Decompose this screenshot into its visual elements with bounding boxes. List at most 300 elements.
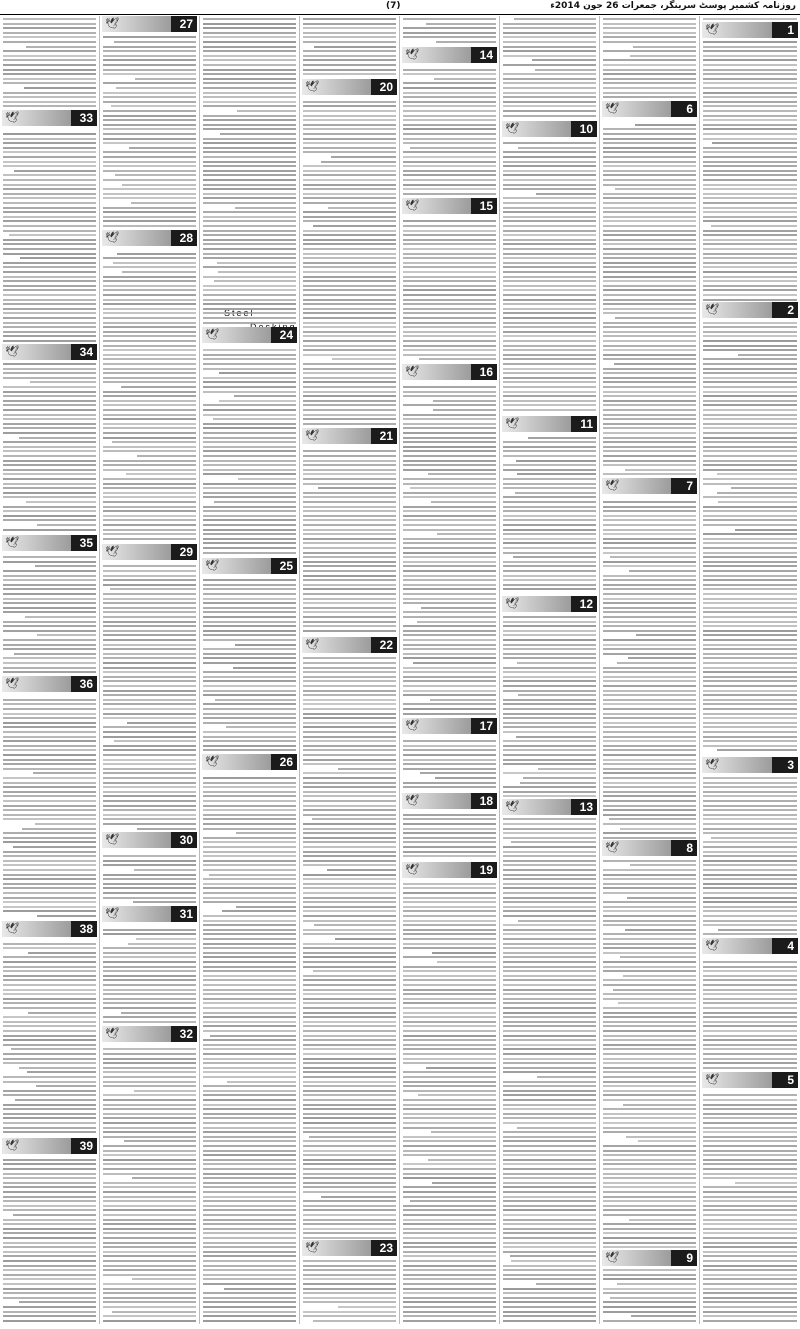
text-line (203, 782, 296, 784)
text-line (403, 740, 496, 742)
text-line (403, 1030, 496, 1032)
text-line (403, 101, 496, 103)
text-line (503, 188, 596, 190)
text-line (430, 699, 496, 701)
text-line (303, 18, 396, 20)
text-line (437, 961, 496, 963)
text-line (610, 1297, 696, 1299)
text-line (203, 1191, 296, 1193)
text-line (703, 1297, 797, 1299)
text-line (303, 1159, 396, 1161)
text-line (121, 1012, 196, 1014)
text-line (103, 998, 196, 1000)
text-line (3, 1219, 96, 1221)
text-line (3, 998, 96, 1000)
text-line (303, 1090, 396, 1092)
text-line (711, 837, 797, 839)
section-header (502, 799, 597, 815)
text-line (503, 1209, 596, 1211)
text-line (703, 1173, 797, 1175)
text-line (303, 317, 396, 319)
text-line (503, 312, 596, 314)
text-line (503, 1223, 596, 1225)
text-line (3, 869, 96, 871)
text-line (517, 473, 596, 475)
text-line (403, 989, 496, 991)
text-line (203, 179, 296, 181)
text-line (203, 41, 296, 43)
text-line (703, 1278, 797, 1280)
text-line (203, 1292, 296, 1294)
text-line (103, 1237, 196, 1239)
text-line (126, 473, 196, 475)
text-line (625, 469, 696, 471)
text-line (28, 1012, 96, 1014)
text-line (303, 630, 396, 632)
text-line (403, 561, 496, 563)
text-line (203, 653, 296, 655)
text-line (303, 1039, 396, 1041)
text-line (403, 837, 496, 839)
section-number: 31 (179, 907, 193, 921)
text-line (203, 662, 296, 664)
text-line (203, 1076, 296, 1078)
text-line (103, 1067, 196, 1069)
text-line (303, 929, 396, 931)
text-line (703, 1163, 797, 1165)
text-line (403, 1274, 496, 1276)
text-line (703, 887, 797, 889)
text-line (503, 1311, 596, 1313)
text-line (703, 1288, 797, 1290)
text-line (103, 579, 196, 581)
text-line (303, 170, 396, 172)
text-line (703, 115, 797, 117)
text-line (3, 138, 96, 140)
text-line (3, 1039, 96, 1041)
text-line (426, 23, 496, 25)
text-line (603, 993, 696, 995)
text-line (103, 368, 196, 370)
text-line (603, 262, 696, 264)
text-line (517, 1127, 596, 1129)
text-line (513, 556, 596, 558)
text-line (237, 110, 296, 112)
text-line (203, 248, 296, 250)
text-line (103, 1007, 196, 1009)
text-line (103, 427, 196, 429)
text-line (503, 634, 596, 636)
text-line (103, 1200, 196, 1202)
text-line (703, 777, 797, 779)
text-line (703, 87, 797, 89)
text-line (3, 947, 96, 949)
text-line (403, 529, 496, 531)
text-line (603, 814, 696, 816)
text-line (503, 464, 596, 466)
text-line (703, 676, 797, 678)
text-line (703, 1232, 797, 1234)
text-line (303, 1163, 396, 1165)
text-line (503, 372, 596, 374)
text-line (203, 64, 296, 66)
text-line (103, 197, 196, 199)
text-line (603, 1012, 696, 1014)
text-line (603, 216, 696, 218)
text-line (203, 18, 296, 20)
section-number: 25 (279, 559, 293, 573)
text-line (103, 805, 196, 807)
text-line (3, 1191, 96, 1193)
column-1 (0, 16, 100, 1324)
text-line (103, 119, 196, 121)
dove-icon: 🕊 (305, 80, 319, 93)
text-line (403, 745, 496, 747)
text-line (603, 391, 696, 393)
section-header (302, 79, 397, 95)
text-line (636, 634, 696, 636)
text-line (203, 1223, 296, 1225)
text-line (503, 253, 596, 255)
text-line (203, 289, 296, 291)
text-line (203, 584, 296, 586)
text-line (703, 266, 797, 268)
text-line (703, 736, 797, 738)
text-line (626, 1136, 696, 1138)
dove-icon: 🕊 (405, 719, 419, 732)
text-line (103, 82, 196, 84)
masthead-date-line: روزنامہ کشمیر پوسٹ سرینگر، جمعرات 26 جون 2014ء (550, 1, 796, 11)
text-line (503, 1140, 596, 1142)
text-line (703, 966, 797, 968)
text-line (303, 1035, 396, 1037)
text-line (22, 828, 96, 830)
text-line (503, 496, 596, 498)
text-line (314, 924, 396, 926)
text-line (303, 266, 396, 268)
text-line (703, 331, 797, 333)
text-line (703, 524, 797, 526)
text-line (303, 1219, 396, 1221)
text-line (303, 598, 396, 600)
text-line (403, 938, 496, 940)
text-line (503, 947, 596, 949)
text-line (511, 841, 596, 843)
text-line (403, 340, 496, 342)
text-line (603, 970, 696, 972)
text-line (703, 478, 797, 480)
section-header (402, 718, 497, 734)
text-line (3, 1173, 96, 1175)
text-line (435, 777, 496, 779)
text-line (703, 427, 797, 429)
text-line (3, 207, 96, 209)
text-line (403, 184, 496, 186)
text-line (303, 1228, 396, 1230)
text-line (703, 248, 797, 250)
text-line (617, 662, 696, 664)
dove-icon: 🕊 (105, 1027, 119, 1040)
text-line (303, 492, 396, 494)
text-line (321, 1196, 396, 1198)
text-line (703, 372, 797, 374)
text-line (328, 207, 396, 209)
text-line (603, 823, 696, 825)
text-line (303, 1021, 396, 1023)
text-line (403, 556, 496, 558)
text-line (703, 653, 797, 655)
text-line (203, 791, 296, 793)
text-line (3, 59, 96, 61)
section-header (2, 110, 97, 126)
text-line (3, 1035, 96, 1037)
text-line (3, 1044, 96, 1046)
text-line (203, 193, 296, 195)
text-line (503, 1182, 596, 1184)
text-line (103, 855, 196, 857)
text-line (203, 441, 296, 443)
text-line (703, 170, 797, 172)
text-line (103, 165, 196, 167)
text-line (103, 1150, 196, 1152)
text-line (623, 1104, 696, 1106)
text-line (403, 1140, 496, 1142)
text-line (303, 1150, 396, 1152)
text-line (3, 1251, 96, 1253)
text-line (503, 179, 596, 181)
text-line (403, 1288, 496, 1290)
text-line (520, 782, 596, 784)
text-line (303, 552, 396, 554)
text-line (603, 1209, 696, 1211)
text-line (403, 975, 496, 977)
text-line (503, 740, 596, 742)
text-line (503, 828, 596, 830)
text-line (203, 1196, 296, 1198)
text-line (403, 1154, 496, 1156)
text-line (203, 243, 296, 245)
text-line (103, 335, 196, 337)
text-line (103, 487, 196, 489)
text-line (203, 966, 296, 968)
text-line (303, 23, 396, 25)
text-line (503, 501, 596, 503)
text-line (403, 335, 496, 337)
text-line (33, 772, 96, 774)
text-line (403, 1113, 496, 1115)
text-line (630, 864, 696, 866)
text-line (503, 469, 596, 471)
text-line (203, 1274, 296, 1276)
text-line (203, 188, 296, 190)
text-line (303, 956, 396, 958)
section-header (702, 22, 798, 38)
text-line (3, 598, 96, 600)
text-line (603, 257, 696, 259)
text-line (503, 92, 596, 94)
text-line (603, 92, 696, 94)
text-line (103, 575, 196, 577)
text-line (503, 901, 596, 903)
text-line (303, 1315, 396, 1317)
text-line (3, 575, 96, 577)
text-line (103, 257, 196, 259)
text-line (203, 722, 296, 724)
text-line (203, 533, 296, 535)
text-line (503, 1315, 596, 1317)
text-line (303, 961, 396, 963)
text-line (603, 800, 696, 802)
text-line (603, 294, 696, 296)
text-line (603, 193, 696, 195)
text-line (603, 874, 696, 876)
text-line (603, 1044, 696, 1046)
text-line (603, 1186, 696, 1188)
text-line (635, 124, 696, 126)
text-line (303, 993, 396, 995)
text-line (203, 1205, 296, 1207)
text-line (614, 363, 696, 365)
text-line (503, 170, 596, 172)
text-line (503, 1002, 596, 1004)
text-line (503, 1173, 596, 1175)
text-line (503, 630, 596, 632)
text-line (403, 970, 496, 972)
text-line (703, 731, 797, 733)
text-line (633, 46, 696, 48)
text-line (434, 78, 496, 80)
text-line (603, 368, 696, 370)
text-line (3, 317, 96, 319)
text-line (603, 437, 696, 439)
section-header (302, 637, 397, 653)
section-number: 1 (787, 23, 794, 37)
text-line (603, 717, 696, 719)
text-line (403, 1007, 496, 1009)
text-line (103, 46, 196, 48)
text-line (703, 1255, 797, 1257)
text-line (3, 510, 96, 512)
text-line (603, 515, 696, 517)
dove-icon: 🕊 (305, 1241, 319, 1254)
text-line (703, 1012, 797, 1014)
text-line (203, 358, 296, 360)
text-line (303, 1053, 396, 1055)
text-line (203, 1237, 296, 1239)
text-line (703, 59, 797, 61)
dove-icon: 🕊 (5, 345, 19, 358)
text-line (3, 294, 96, 296)
text-line (403, 1232, 496, 1234)
text-line (514, 18, 596, 20)
text-line (303, 519, 396, 521)
text-line (3, 657, 96, 659)
text-line (203, 1104, 296, 1106)
text-line (203, 437, 296, 439)
text-line (3, 892, 96, 894)
text-line (203, 1311, 296, 1313)
dove-icon: 🕊 (5, 111, 19, 124)
text-line (303, 400, 396, 402)
text-line (219, 400, 296, 402)
text-line (3, 648, 96, 650)
text-line (603, 345, 696, 347)
text-line (603, 1099, 696, 1101)
text-line (703, 1315, 797, 1317)
text-line (503, 860, 596, 862)
text-line (703, 1320, 797, 1322)
text-line (203, 368, 296, 370)
text-line (603, 207, 696, 209)
text-line (603, 680, 696, 682)
text-line (617, 1283, 696, 1285)
text-line (603, 1150, 696, 1152)
text-line (603, 933, 696, 935)
text-line (3, 248, 96, 250)
text-line (703, 1200, 797, 1202)
text-line (703, 386, 797, 388)
text-line (103, 749, 196, 751)
text-line (703, 1127, 797, 1129)
text-line (103, 818, 196, 820)
text-line (321, 161, 396, 163)
text-line (303, 878, 396, 880)
text-line (3, 184, 96, 186)
section-number: 2 (787, 303, 794, 317)
text-line (403, 1260, 496, 1262)
text-line (503, 381, 596, 383)
text-line (503, 837, 596, 839)
text-line (403, 713, 496, 715)
text-line (203, 473, 296, 475)
text-line (203, 588, 296, 590)
text-line (3, 809, 96, 811)
text-line (703, 809, 797, 811)
text-line (603, 1094, 696, 1096)
text-line (3, 1108, 96, 1110)
text-line (203, 349, 296, 351)
text-line (303, 749, 396, 751)
text-line (303, 372, 396, 374)
text-line (303, 1048, 396, 1050)
text-line (203, 777, 296, 779)
text-line (503, 1265, 596, 1267)
section-number: 20 (379, 80, 393, 94)
text-line (503, 289, 596, 291)
text-line (703, 496, 797, 498)
text-line (303, 110, 396, 112)
text-line (3, 1237, 96, 1239)
text-line (24, 87, 96, 89)
text-line (3, 570, 96, 572)
text-line (303, 579, 396, 581)
text-line (703, 1214, 797, 1216)
page-number: (7) (386, 1, 401, 11)
text-line (503, 207, 596, 209)
text-line (503, 156, 596, 158)
text-line (603, 289, 696, 291)
text-line (103, 151, 196, 153)
section-number: 12 (579, 597, 593, 611)
text-line (203, 147, 296, 149)
text-line (503, 55, 596, 57)
text-line (603, 1058, 696, 1060)
text-line (503, 1246, 596, 1248)
text-line (403, 524, 496, 526)
text-line (703, 782, 797, 784)
text-line (703, 1094, 797, 1096)
text-line (103, 1085, 196, 1087)
